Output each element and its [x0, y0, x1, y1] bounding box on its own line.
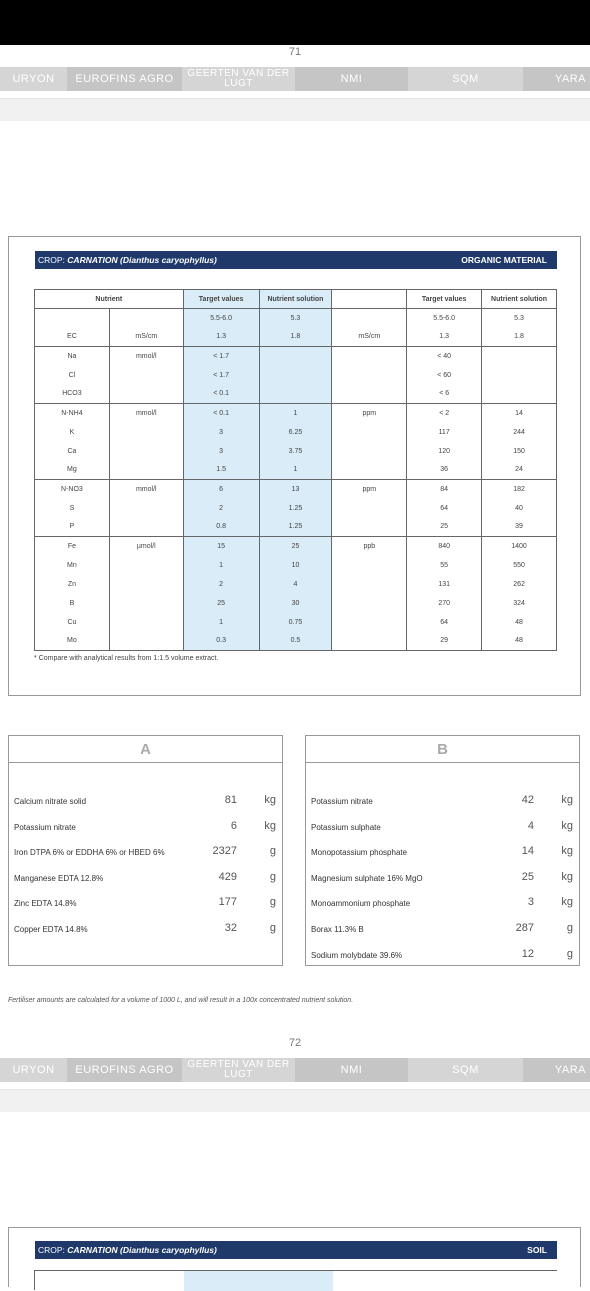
table-cell: 2 [183, 575, 259, 594]
table-cell [109, 518, 183, 537]
table-row [35, 442, 557, 461]
table-cell: 48 [482, 632, 557, 651]
table-row [35, 594, 557, 613]
table-cell [332, 442, 407, 461]
fertiliser-unit: g [566, 922, 573, 934]
table-row [35, 366, 557, 385]
table-cell: 3 [183, 423, 259, 442]
fertiliser-unit: g [269, 870, 276, 883]
table-cell: 2 [183, 499, 259, 518]
table-cell: S [35, 499, 110, 518]
page-number-2: 72 [288, 1037, 302, 1049]
table-cell: < 60 [407, 366, 482, 385]
table-cell: < 6 [407, 385, 482, 404]
top-black-bar [0, 0, 590, 45]
target-column-shade [184, 1271, 333, 1291]
table-row [35, 385, 557, 404]
fertiliser-unit: kg [561, 870, 573, 883]
table-cell [259, 385, 332, 404]
supplier-tabs [0, 67, 590, 91]
fertiliser-amount: 25 [521, 870, 534, 883]
table-cell: Na [35, 347, 110, 366]
fertiliser-unit: kg [561, 794, 573, 806]
table-cell: 0.5 [259, 632, 332, 651]
table-cell: 40 [482, 499, 557, 518]
fertiliser-note: Fertiliser amounts are calculated for a volume of 1000 L, and will result in a 100x concentrated nutrient solution. [8, 997, 354, 1004]
table-cell [109, 442, 183, 461]
table-cell: 29 [407, 632, 482, 651]
table-cell: 15 [183, 537, 259, 556]
tab-eurofins-agro[interactable]: EUROFINS AGRO [67, 67, 182, 91]
table-row [35, 537, 557, 556]
crop-card-soil [8, 1227, 581, 1287]
fertiliser-amount: 14 [521, 845, 534, 858]
fertiliser-amount: 6 [230, 819, 237, 832]
table-cell: 262 [482, 575, 557, 594]
fertiliser-name: Copper EDTA 14.8% [14, 925, 88, 934]
table-cell: Ca [35, 442, 110, 461]
table-cell: 3 [183, 442, 259, 461]
table-cell: 0.8 [183, 518, 259, 537]
table-cell: 1.5 [183, 461, 259, 480]
fertiliser-name: Sodium molybdate 39.6% [311, 950, 403, 960]
page-number: 71 [288, 46, 302, 58]
table-cell: < 0.1 [183, 404, 259, 423]
nutrient-table [34, 289, 557, 651]
fertiliser-amount: 287 [515, 922, 534, 934]
table-cell: 0.75 [259, 613, 332, 632]
table-cell [482, 385, 557, 404]
table-cell: 840 [407, 537, 482, 556]
table-cell: 6 [183, 480, 259, 499]
table-cell: Mg [35, 461, 110, 480]
fertiliser-name: Potassium sulphate [311, 822, 381, 832]
table-cell: 1 [183, 613, 259, 632]
table-cell: 5.5-6.0 [407, 309, 482, 328]
crop-bar [35, 251, 557, 269]
table-cell [482, 347, 557, 366]
table-cell: 1.25 [259, 518, 332, 537]
table-cell: 25 [259, 537, 332, 556]
table-row [35, 328, 557, 347]
tab-sqm[interactable]: SQM [452, 73, 479, 85]
table-top-edge [34, 1270, 557, 1290]
table-cell: 182 [482, 480, 557, 499]
table-cell: 84 [407, 480, 482, 499]
fertiliser-name: Monoammonium phosphate [311, 899, 411, 909]
crop-label: CROP: [38, 255, 65, 265]
table-cell: 5.5-6.0 [183, 309, 259, 328]
fertiliser-name: Borax 11.3% B [311, 925, 364, 934]
table-cell: 30 [259, 594, 332, 613]
table-cell: 24 [482, 461, 557, 480]
table-cell: 6.25 [259, 423, 332, 442]
table-cell: < 1.7 [183, 347, 259, 366]
fertiliser-amount: 42 [521, 794, 534, 806]
table-cell [332, 461, 407, 480]
table-cell [332, 594, 407, 613]
footnote: * Compare with analytical results from 1:1.5 volume extract. [34, 655, 219, 662]
table-row [35, 347, 557, 366]
fertiliser-amount: 429 [218, 870, 237, 883]
table-cell [332, 385, 407, 404]
fertiliser-row [9, 891, 282, 916]
col-unit2 [332, 290, 407, 309]
table-cell: 550 [482, 556, 557, 575]
fertiliser-unit: kg [561, 896, 573, 909]
fertiliser-name: Zinc EDTA 14.8% [14, 899, 77, 909]
table-cell: 270 [407, 594, 482, 613]
table-cell [332, 556, 407, 575]
table-cell: 244 [482, 423, 557, 442]
table-cell: B [35, 594, 110, 613]
table-row [35, 309, 557, 328]
tab-yara[interactable]: YARA [523, 67, 590, 91]
section-label: ORGANIC MATERIAL [461, 255, 547, 265]
crop-name-2: CARNATION (Dianthus caryophyllus) [67, 1245, 217, 1255]
tank-a [8, 735, 283, 966]
table-row [35, 632, 557, 651]
table-cell: HCO3 [35, 385, 110, 404]
table-cell: N-NH4 [35, 404, 110, 423]
table-cell: P [35, 518, 110, 537]
table-cell [332, 366, 407, 385]
table-cell: 1.25 [259, 499, 332, 518]
table-row [35, 461, 557, 480]
fertiliser-row [306, 943, 579, 968]
table-cell [109, 423, 183, 442]
crop-bar-2 [35, 1241, 557, 1259]
fertiliser-name: Potassium nitrate [14, 822, 76, 832]
table-cell: Mo [35, 632, 110, 651]
fertiliser-row [306, 789, 579, 814]
table-cell: ppb [332, 537, 407, 556]
table-cell [109, 461, 183, 480]
header-shadow [0, 99, 590, 121]
table-cell [109, 594, 183, 613]
fertiliser-name: Monopotassium phosphate [311, 848, 408, 858]
header-shadow-2 [0, 1090, 590, 1112]
table-row [35, 423, 557, 442]
table-cell: Fe [35, 537, 110, 556]
table-cell [332, 518, 407, 537]
table-cell: K [35, 423, 110, 442]
table-cell: ppm [332, 404, 407, 423]
table-cell: 1 [259, 404, 332, 423]
fertiliser-unit: g [566, 947, 573, 960]
table-cell: 55 [407, 556, 482, 575]
tab-sqm[interactable]: SQM [452, 1064, 479, 1076]
fertiliser-unit: kg [264, 794, 276, 806]
fertiliser-row [306, 815, 579, 840]
supplier-tabs-2 [0, 1058, 590, 1082]
table-cell: 150 [482, 442, 557, 461]
table-cell [332, 613, 407, 632]
table-cell: Zn [35, 575, 110, 594]
tab-yara[interactable]: YARA [523, 1058, 590, 1082]
table-cell [332, 632, 407, 651]
table-cell [332, 575, 407, 594]
col-target-values-2: Target values [407, 290, 482, 309]
section-label-2: SOIL [527, 1245, 547, 1255]
fertiliser-unit: g [269, 845, 276, 858]
table-cell: Cl [35, 366, 110, 385]
fertiliser-unit: g [269, 922, 276, 934]
table-cell [109, 556, 183, 575]
crop-label-2: CROP: [38, 1245, 65, 1255]
crop-name: CARNATION (Dianthus caryophyllus) [67, 255, 217, 265]
fertiliser-row [9, 840, 282, 865]
table-cell: 5.3 [482, 309, 557, 328]
table-cell: µmol/l [109, 537, 183, 556]
fertiliser-name: Iron DTPA 6% or EDDHA 6% or HBED 6% [14, 848, 165, 858]
table-cell: 48 [482, 613, 557, 632]
table-cell [259, 347, 332, 366]
table-cell: 117 [407, 423, 482, 442]
crop-card-organic [8, 236, 581, 696]
tab-uryon[interactable]: URYON [12, 73, 55, 85]
table-cell: 1 [259, 461, 332, 480]
table-cell: 64 [407, 499, 482, 518]
fertiliser-amount: 3 [527, 896, 534, 909]
table-row [35, 613, 557, 632]
table-cell [332, 347, 407, 366]
table-cell: ppm [332, 480, 407, 499]
table-row [35, 575, 557, 594]
table-cell: 1400 [482, 537, 557, 556]
fertiliser-row [306, 840, 579, 865]
table-cell [332, 423, 407, 442]
fertiliser-unit: kg [561, 845, 573, 858]
table-cell: 36 [407, 461, 482, 480]
table-cell: 1 [183, 556, 259, 575]
table-cell: Cu [35, 613, 110, 632]
tab-geerten-van-der-lugt[interactable]: GEERTEN VAN DER LUGT [187, 68, 290, 89]
table-cell: 120 [407, 442, 482, 461]
table-cell: < 0.1 [183, 385, 259, 404]
table-cell: mS/cm [109, 328, 183, 347]
table-row [35, 480, 557, 499]
fertiliser-name: Magnesium sulphate 16% MgO [311, 873, 423, 883]
table-cell: < 40 [407, 347, 482, 366]
tank-a-label: A [9, 736, 282, 763]
table-cell: 131 [407, 575, 482, 594]
table-cell: 25 [407, 518, 482, 537]
table-cell: 324 [482, 594, 557, 613]
fertiliser-unit: kg [264, 819, 276, 832]
table-cell: 0.3 [183, 632, 259, 651]
table-cell: mmol/l [109, 404, 183, 423]
table-cell: mS/cm [332, 328, 407, 347]
tab-eurofins-agro[interactable]: EUROFINS AGRO [67, 1058, 182, 1082]
table-row [35, 556, 557, 575]
table-cell [332, 499, 407, 518]
fertiliser-name: Manganese EDTA 12.8% [14, 873, 104, 883]
table-cell: < 2 [407, 404, 482, 423]
table-cell [109, 499, 183, 518]
col-nutrient: Nutrient [35, 290, 184, 309]
fertiliser-amount: 177 [218, 896, 237, 909]
tank-b [305, 735, 580, 966]
fertiliser-row [306, 866, 579, 891]
col-nutrient-solution: Nutrient solution [259, 290, 332, 309]
tank-b-label: B [306, 736, 579, 763]
table-cell [109, 366, 183, 385]
table-cell: 25 [183, 594, 259, 613]
tab-nmi[interactable]: NMI [295, 1058, 408, 1082]
table-cell [482, 366, 557, 385]
table-cell: 13 [259, 480, 332, 499]
table-row [35, 518, 557, 537]
table-cell: 14 [482, 404, 557, 423]
table-cell: 1.8 [259, 328, 332, 347]
fertiliser-row [9, 789, 282, 814]
table-cell: 64 [407, 613, 482, 632]
table-cell: mmol/l [109, 480, 183, 499]
table-cell: 3.75 [259, 442, 332, 461]
table-cell [109, 613, 183, 632]
table-cell: 39 [482, 518, 557, 537]
table-cell [35, 309, 110, 328]
tab-nmi[interactable]: NMI [295, 67, 408, 91]
table-cell: 10 [259, 556, 332, 575]
fertiliser-unit: kg [561, 819, 573, 832]
table-cell: N-NO3 [35, 480, 110, 499]
table-row [35, 404, 557, 423]
fertiliser-amount: 81 [224, 794, 237, 806]
table-cell: 1.3 [183, 328, 259, 347]
fertiliser-row [9, 917, 282, 942]
fertiliser-row [9, 815, 282, 840]
table-cell: < 1.7 [183, 366, 259, 385]
fertiliser-amount: 4 [527, 819, 534, 832]
table-cell: 1.8 [482, 328, 557, 347]
fertiliser-amount: 12 [521, 947, 534, 960]
table-cell [332, 309, 407, 328]
table-cell: 4 [259, 575, 332, 594]
fertiliser-amount: 32 [224, 922, 237, 934]
fertiliser-row [306, 917, 579, 942]
col-nutrient-solution-2: Nutrient solution [482, 290, 557, 309]
fertiliser-name: Potassium nitrate [311, 797, 373, 806]
table-row [35, 499, 557, 518]
table-cell [109, 309, 183, 328]
tab-uryon[interactable]: URYON [12, 1064, 55, 1076]
fertiliser-amount: 2327 [212, 845, 237, 858]
table-cell: EC [35, 328, 110, 347]
fertiliser-row [306, 891, 579, 916]
table-cell [109, 632, 183, 651]
table-cell [109, 385, 183, 404]
fertiliser-row [9, 866, 282, 891]
fertiliser-unit: g [269, 896, 276, 909]
table-cell [109, 575, 183, 594]
table-cell: mmol/l [109, 347, 183, 366]
fertiliser-name: Calcium nitrate solid [14, 797, 87, 806]
tab-geerten-van-der-lugt[interactable]: GEERTEN VAN DER LUGT [187, 1059, 290, 1080]
col-target-values: Target values [183, 290, 259, 309]
table-cell: 1.3 [407, 328, 482, 347]
table-cell: 5.3 [259, 309, 332, 328]
table-cell [259, 366, 332, 385]
table-cell: Mn [35, 556, 110, 575]
